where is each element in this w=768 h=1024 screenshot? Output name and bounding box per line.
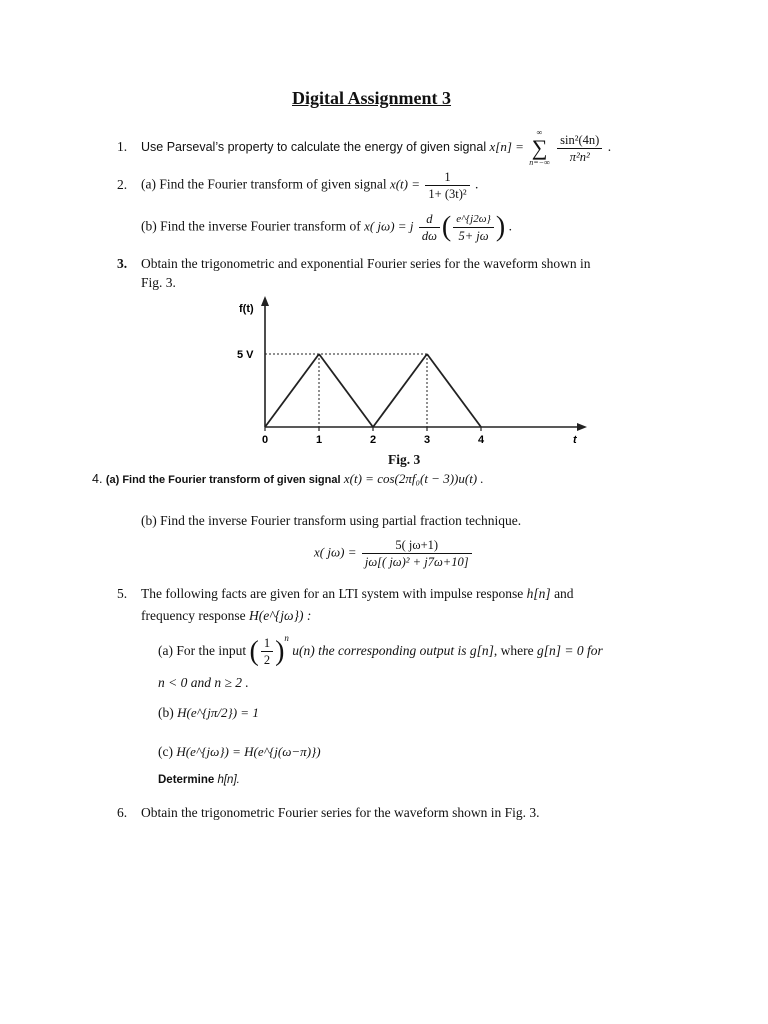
waveform-segment	[265, 354, 319, 427]
fraction-numerator: d	[419, 212, 440, 228]
fraction-denominator: jω[( jω)² + j7ω+10]	[364, 555, 469, 569]
equation: H(e^{jω}) = H(e^{j(ω−π)})	[176, 744, 321, 759]
x-axis-label: t	[573, 434, 577, 446]
sum-upper-limit: ∞	[536, 128, 543, 137]
fraction-numerator: 1	[425, 170, 469, 186]
question-5-line2	[141, 608, 311, 624]
y-axis-label: f(t)	[239, 303, 254, 315]
sum-lower-limit: n=−∞	[529, 158, 550, 167]
level-label: 5 V	[237, 349, 254, 361]
question-text: Obtain the trigonometric and exponential Fourier series for the waveform shown in	[141, 256, 591, 271]
question-number: 3.	[117, 256, 128, 271]
question-5a: (a) For the input ( $\frac{1}{2}$ )$^n$ u(n) the corresponding output is g[n], where g[n] = 0 for	[158, 633, 603, 668]
fraction	[453, 212, 494, 243]
frequency-response-symbol: H(e^{jω}) :	[248, 608, 312, 623]
fraction	[425, 170, 469, 201]
x-tick-label: 2	[370, 434, 377, 446]
fraction-numerator: sin²(4n)	[557, 133, 602, 149]
fraction-denominator: 2	[263, 653, 271, 668]
fraction	[261, 636, 273, 667]
figure-caption: Fig. 3	[388, 452, 421, 467]
question-number: 5.	[117, 586, 128, 601]
summation-symbol: ∞ ∑ n=−∞	[529, 128, 550, 167]
question-text: frequency response	[141, 608, 246, 623]
question-2a	[117, 170, 478, 201]
determine-instruction	[158, 774, 240, 786]
question-text: Use Parseval’s property to calculate the energy of given signal	[141, 140, 487, 155]
question-number: 6.	[117, 805, 128, 820]
x-axis-arrow	[577, 423, 587, 431]
question-text: (b) Find the inverse Fourier transform of	[141, 218, 361, 234]
waveform-segment	[427, 354, 481, 427]
fraction	[557, 133, 602, 164]
question-4a	[92, 471, 484, 487]
question-text: Obtain the trigonometric Fourier series for the waveform shown in Fig. 3.	[141, 805, 540, 820]
question-2b: (b) Find the inverse Fourier transform of x( jω) = j $\frac{d}{d\omega}$ ( $\frac{e\^{}\{j2\omega\}}{5+ j\omega}$ ) .	[141, 211, 512, 243]
waveform-figure	[225, 292, 595, 452]
fraction-numerator: 5( jω+1)	[362, 538, 472, 554]
fraction-numerator: 1	[261, 636, 273, 652]
question-5c	[158, 744, 321, 760]
question-4b-equation	[314, 538, 474, 569]
fraction-denominator: dω	[421, 229, 437, 243]
question-text: u(n) the corresponding output is	[292, 643, 467, 658]
question-text: (a) Find the Fourier transform of given signal	[141, 176, 387, 192]
question-5	[117, 586, 574, 602]
question-1	[117, 128, 611, 168]
sub-question-label: (b)	[158, 705, 174, 720]
sub-question-label: (a) For the input	[158, 643, 247, 658]
waveform-segment	[319, 354, 373, 427]
fraction-denominator: π²n²	[569, 149, 590, 164]
question-5b	[158, 705, 259, 721]
question-text: (a) Find the Fourier transform of given signal	[105, 474, 341, 486]
punctuation: .	[607, 139, 612, 155]
page-title: Digital Assignment 3	[292, 88, 452, 108]
fraction-denominator: 1+ (3t)²	[428, 187, 467, 201]
x-tick-label: 4	[478, 434, 485, 446]
derivative-operator	[419, 212, 440, 243]
fraction-numerator: e^{j2ω}	[453, 212, 494, 228]
equation-lhs: x[n] =	[489, 139, 524, 155]
exponent: n	[284, 633, 289, 643]
question-5a-condition: n < 0 and n ≥ 2 .	[158, 675, 249, 690]
x-tick-label: 1	[316, 434, 323, 446]
equation: x(t) = cos(2πf₀(t − 3))u(t) .	[343, 471, 484, 486]
fraction	[362, 538, 472, 569]
question-3-line2: Fig. 3.	[141, 275, 176, 290]
question-number: 1.	[117, 139, 128, 155]
x-tick-label: 3	[424, 434, 431, 446]
condition: g[n] = 0 for	[537, 643, 603, 658]
question-6	[117, 805, 540, 821]
equation-lhs: x(t) =	[389, 176, 421, 192]
question-text-tail: and	[554, 586, 574, 601]
question-3	[117, 256, 591, 272]
waveform-segment	[373, 354, 427, 427]
sub-question-label: (c)	[158, 744, 173, 759]
question-text: The following facts are given for an LTI system with impulse response	[141, 586, 524, 601]
punctuation: .	[508, 218, 512, 234]
equation-lhs: x( jω) =	[314, 544, 357, 560]
impulse-response-symbol: h[n]	[526, 586, 551, 601]
equation-lhs: x( jω) = j	[364, 218, 414, 234]
output-symbol: g[n]	[469, 643, 494, 658]
equation: H(e^{jπ/2}) = 1	[177, 705, 259, 720]
question-number: 2.	[117, 176, 128, 192]
determine-label: Determine	[158, 774, 215, 786]
fraction-denominator: 5+ jω	[458, 229, 489, 243]
y-axis-arrow	[261, 296, 269, 306]
question-4b: (b) Find the inverse Fourier transform using partial fraction technique.	[141, 513, 522, 528]
x-tick-label: 0	[262, 434, 269, 446]
question-text: , where	[493, 643, 534, 658]
punctuation: .	[475, 176, 479, 192]
question-number: 4.	[92, 472, 103, 486]
determine-target: h[n].	[217, 774, 240, 786]
